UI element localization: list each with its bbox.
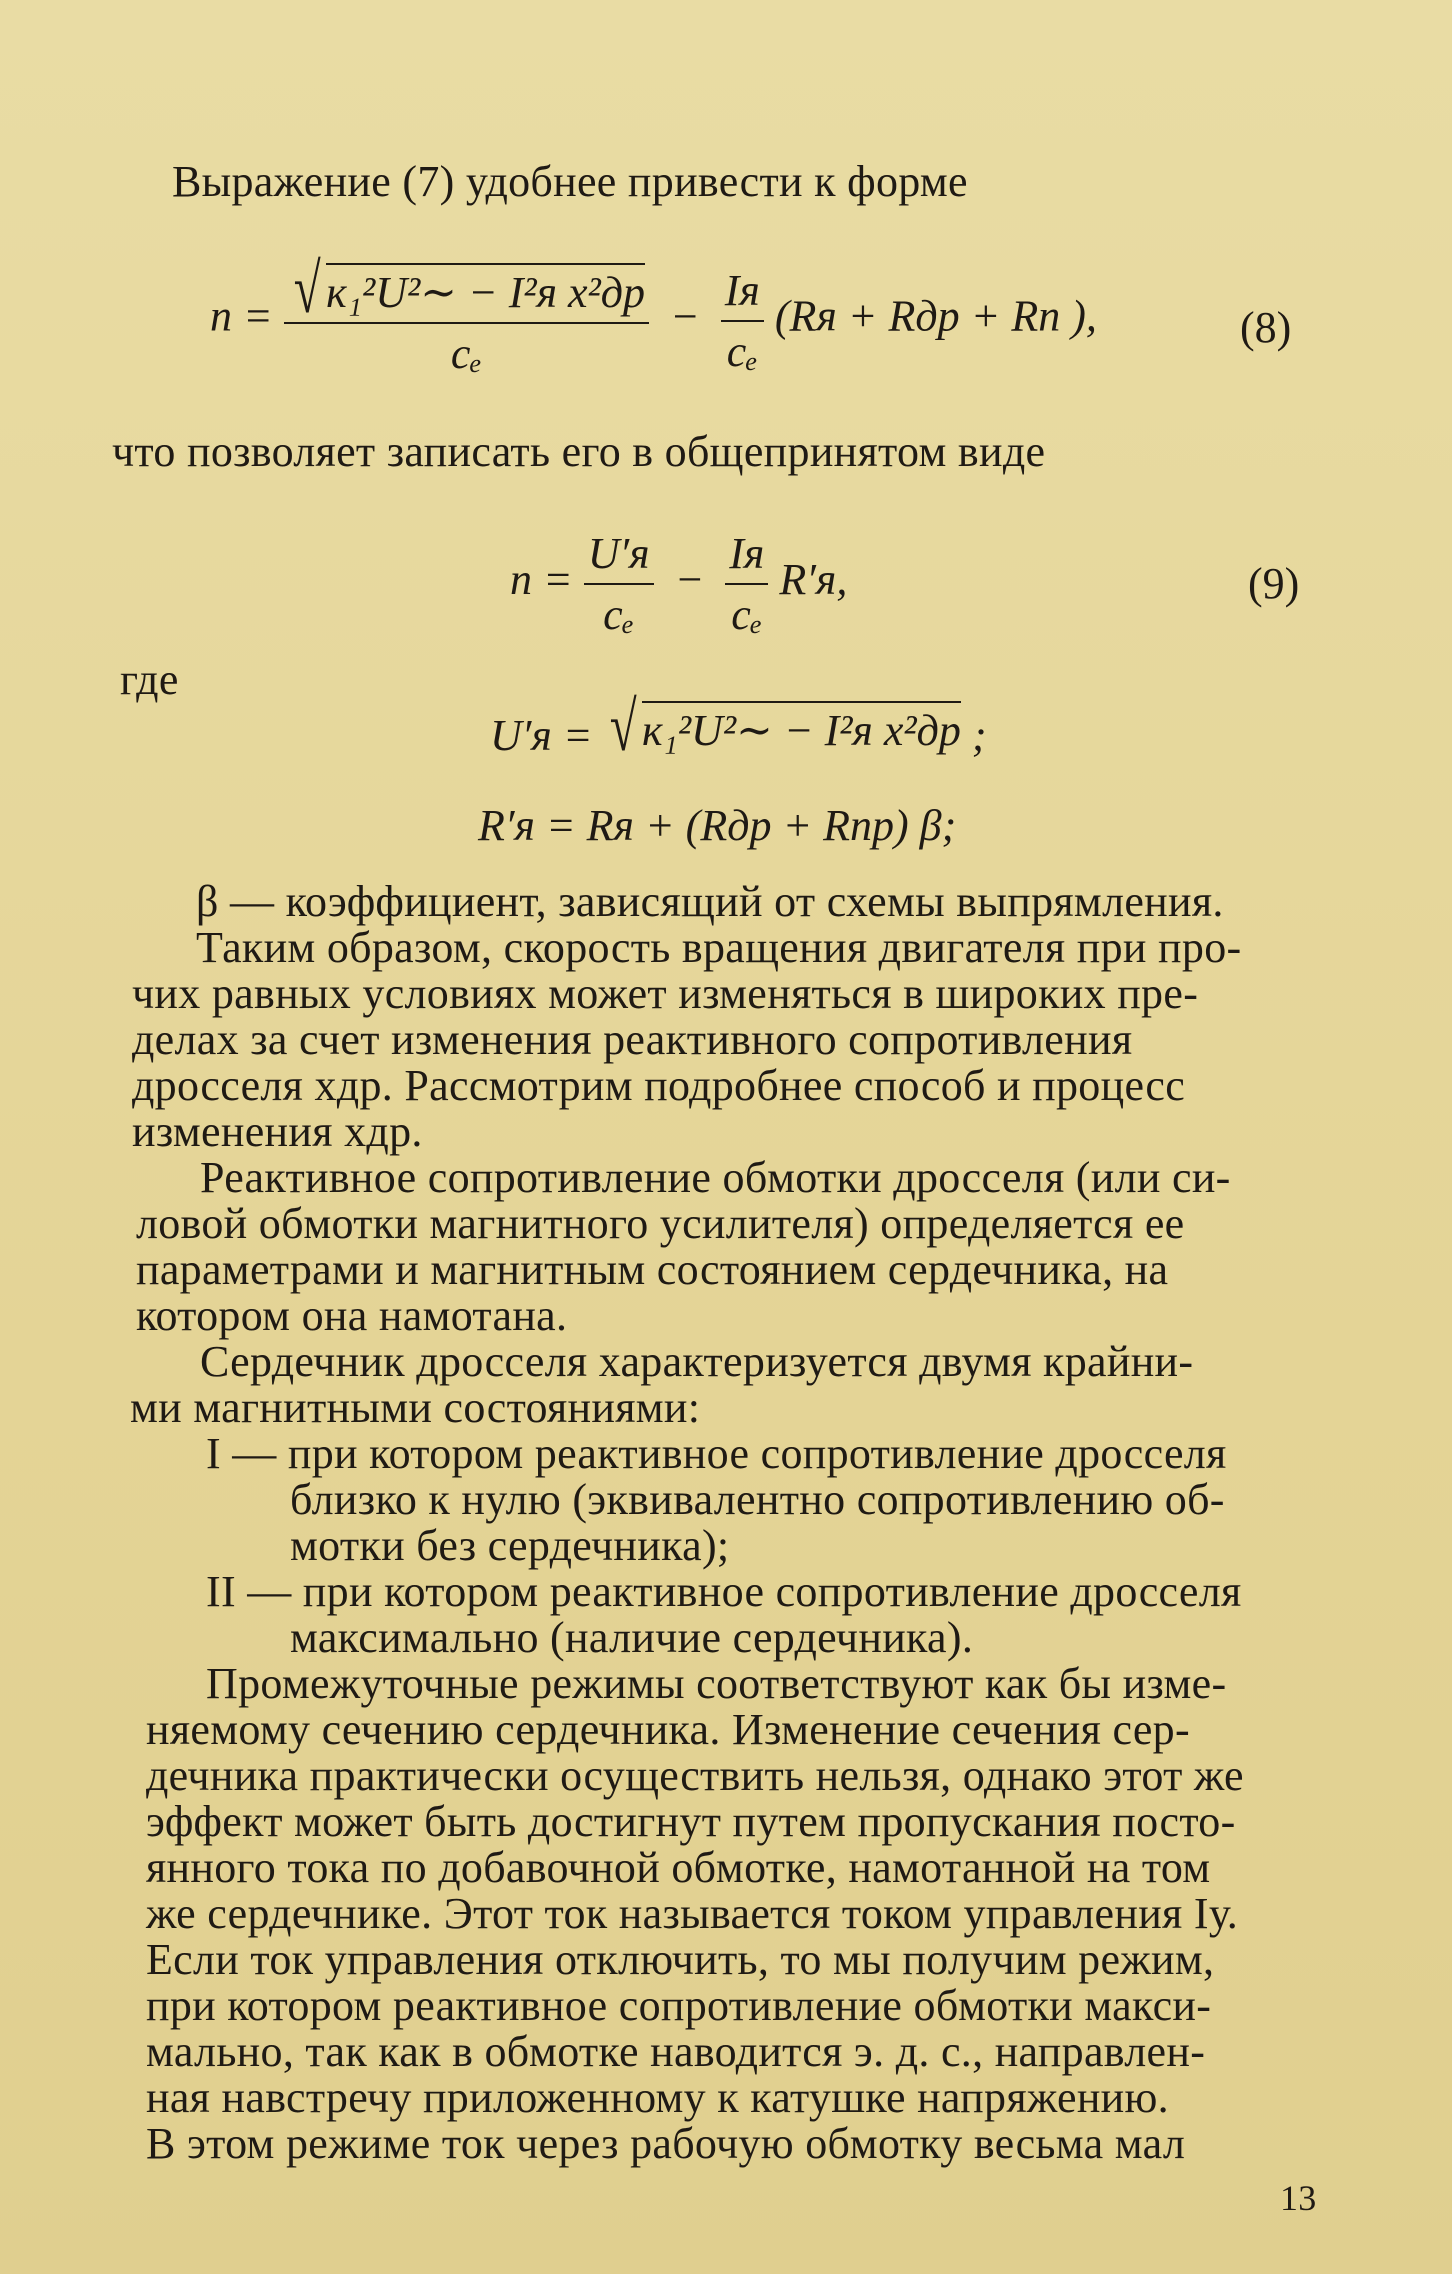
text-line: параметрами и магнитным состоянием сердечника, на — [136, 1245, 1169, 1294]
sqrt-icon: √ — [293, 251, 321, 328]
text-line: чих равных условиях может изменяться в широких пре- — [132, 969, 1199, 1018]
text-line: Если ток управления отключить, то мы получим режим, — [146, 1935, 1215, 1984]
eq9-number: (9) — [1248, 559, 1300, 608]
eq9-frac1-num: U′я — [584, 528, 654, 585]
eq8-lhs: n = — [210, 291, 273, 341]
text-line: янного тока по добавочной обмотке, намотанной на том — [146, 1843, 1211, 1892]
eq9-lhs: n = — [510, 555, 573, 605]
definition-u — [490, 689, 987, 766]
eq9-minus: − — [674, 555, 705, 605]
sqrt-icon: √ — [609, 689, 637, 766]
list-item-continuation: близко к нулю (эквивалентно сопротивлению об- — [290, 1475, 1225, 1524]
list-item: I — при котором реактивное сопротивление дросселя — [206, 1429, 1227, 1478]
eq8-sqrt-content: к₁²U²∼ − I²я x²др — [326, 263, 645, 318]
text-line: котором она намотана. — [136, 1291, 568, 1340]
equation-8 — [210, 251, 1097, 379]
text-line: Реактивное сопротивление обмотки дросселя (или си- — [200, 1153, 1231, 1202]
definition-r: R′я = Rя + (Rдр + Rпр) β; — [478, 801, 957, 850]
text-line: няемому сечению сердечника. Изменение сечения сер- — [146, 1705, 1190, 1754]
eq9-frac2-num: Iя — [725, 528, 768, 585]
page-number: 13 — [1280, 2178, 1317, 2218]
text-line: эффект может быть достигнут путем пропускания посто- — [146, 1797, 1236, 1846]
eq8-frac2-den: cₑ — [726, 326, 758, 376]
eq8-number: (8) — [1240, 303, 1292, 352]
text-line: мально, так как в обмотке наводится э. д. с., направлен- — [146, 2027, 1206, 2076]
text-line: Сердечник дросселя характеризуется двумя крайни- — [200, 1337, 1194, 1386]
eq8-tail: (Rя + Rдр + Rп ), — [774, 291, 1097, 341]
text-line: В этом режиме ток через рабочую обмотку весьма мал — [146, 2119, 1186, 2168]
def1-sqrt-content: к₁²U²∼ − I²я x²др — [642, 701, 961, 756]
eq8-frac2-num: Iя — [721, 265, 764, 322]
text-line: ная навстречу приложенному к катушке напряжению. — [146, 2073, 1169, 2122]
after-eq8-line: что позволяет записать его в общепринятом виде — [112, 427, 1046, 476]
text-line: изменения xдр. — [132, 1107, 423, 1156]
list-item-continuation: максимально (наличие сердечника). — [290, 1613, 974, 1662]
intro-line: Выражение (7) удобнее привести к форме — [172, 157, 968, 206]
text-line: Таким образом, скорость вращения двигателя при про- — [196, 923, 1242, 972]
eq8-minus: − — [670, 291, 700, 341]
text-line: β — коэффициент, зависящий от схемы выпрямления. — [196, 877, 1224, 926]
text-line: дросселя xдр. Рассмотрим подробнее способ и процесс — [132, 1061, 1186, 1110]
eq9-frac2-den: cₑ — [731, 590, 763, 639]
eq9-tail: R′я, — [779, 555, 848, 605]
where-word: где — [120, 655, 179, 704]
list-item-continuation: мотки без сердечника); — [290, 1521, 730, 1570]
text-line: делах за счет изменения реактивного сопротивления — [132, 1015, 1133, 1064]
eq9-frac1 — [584, 528, 654, 640]
eq9-frac2 — [725, 528, 768, 640]
eq8-den1: cₑ — [450, 329, 482, 378]
def1-lhs: U′я = — [490, 711, 593, 760]
text-line: дечника практически осуществить нельзя, однако этот же — [146, 1751, 1244, 1800]
eq8-frac1 — [284, 251, 649, 379]
def1-tail: ; — [971, 711, 987, 760]
text-line: ловой обмотки магнитного усилителя) определяется ее — [136, 1199, 1185, 1248]
eq8-frac2 — [721, 265, 764, 377]
text-line: ми магнитными состояниями: — [130, 1383, 701, 1432]
list-item: II — при котором реактивное сопротивление дросселя — [206, 1567, 1242, 1616]
text-line: же сердечнике. Этот ток называется током управления Iу. — [146, 1889, 1239, 1938]
text-line: при котором реактивное сопротивление обмотки макси- — [146, 1981, 1212, 2030]
equation-9 — [510, 528, 847, 640]
text-line: Промежуточные режимы соответствуют как бы изме- — [206, 1659, 1227, 1708]
eq9-frac1-den: cₑ — [603, 590, 635, 639]
